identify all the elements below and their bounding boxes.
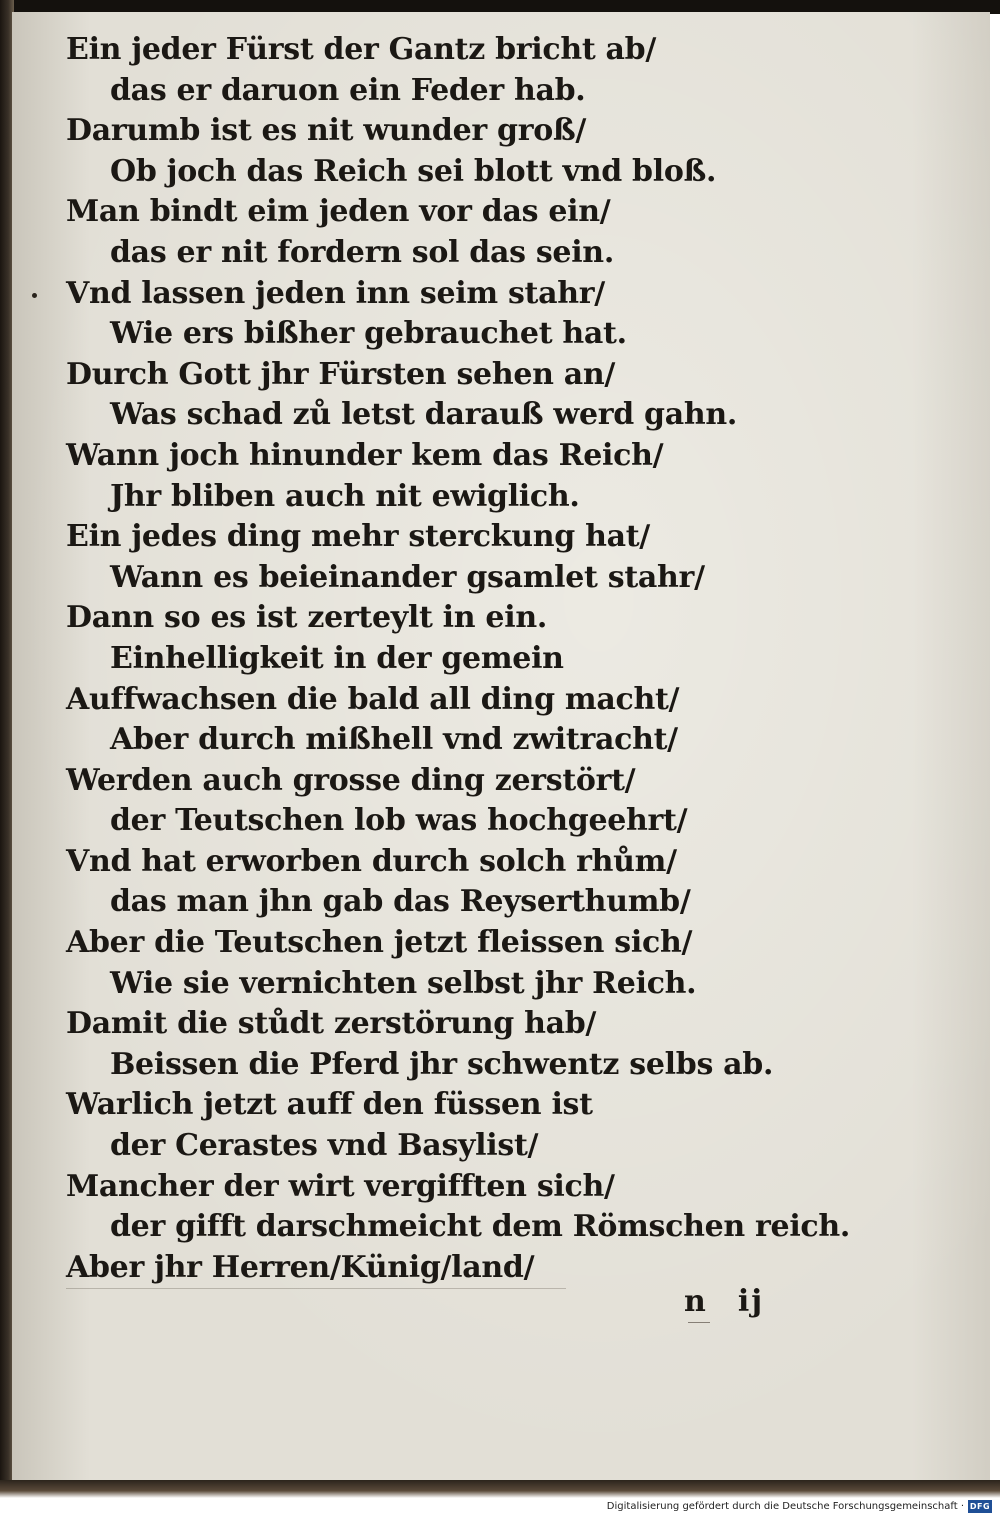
ink-speck xyxy=(32,293,37,298)
verse-text-block xyxy=(66,30,866,1289)
verse-line: Auffwachsen die bald all ding macht/ xyxy=(66,681,680,717)
verse-line: Wann joch hinunder kem das Reich/ xyxy=(66,437,664,473)
verse-line: Wie sie vernichten selbst jhr Reich. xyxy=(110,965,697,1001)
verse-line: Aber die Teutschen jetzt fleissen sich/ xyxy=(66,925,693,961)
verse-line: Dann so es ist zerteylt in ein. xyxy=(66,600,547,636)
verse-line: Ein jeder Fürst der Gantz bricht ab/ xyxy=(66,32,657,67)
signature-mark xyxy=(684,1284,764,1319)
verse-line: Vnd lassen jeden inn seim stahr/ xyxy=(66,275,605,311)
verse-line: Mancher der wirt vergifften sich/ xyxy=(66,1168,615,1204)
signature-right: ij xyxy=(737,1284,765,1319)
verse-line: der Teutschen lob was hochgeehrt/ xyxy=(110,803,688,839)
verse-line: Wie ers bißher gebrauchet hat. xyxy=(110,316,627,352)
verse-line: Wann es beieinander gsamlet stahr/ xyxy=(110,559,705,595)
dfg-logo: DFG xyxy=(969,1502,991,1511)
verse-line: das er nit fordern sol das sein. xyxy=(110,234,614,270)
signature-underline xyxy=(688,1322,710,1323)
verse-line: Aber durch mißhell vnd zwitracht/ xyxy=(110,722,678,758)
verse-line: Ein jedes ding mehr sterckung hat/ xyxy=(66,519,650,555)
verse-line: der Cerastes vnd Basylist/ xyxy=(110,1128,539,1164)
verse-line: Durch Gott jhr Fürsten sehen an/ xyxy=(66,356,616,392)
verse-line: Aber jhr Herren/Künig/land/ xyxy=(66,1248,566,1290)
verse-line: Warlich jetzt auff den füssen ist xyxy=(66,1087,593,1123)
verse-line: Jhr bliben auch nit ewiglich. xyxy=(110,478,580,514)
verse-line: Ob joch das Reich sei blott vnd bloß. xyxy=(110,153,717,189)
verse-line: der gifft darschmeicht dem Römschen reich. xyxy=(110,1209,851,1245)
digitization-credit: Digitalisierung gefördert durch die Deutsche Forschungsgemeinschaft · xyxy=(606,1501,964,1512)
verse-line: Darumb ist es nit wunder groß/ xyxy=(66,113,587,149)
verse-line: das man jhn gab das Reyserthumb/ xyxy=(110,884,691,920)
verse-line: das er daruon ein Feder hab. xyxy=(110,72,586,108)
verse-line: Einhelligkeit in der gemein xyxy=(110,640,564,676)
verse-line: Vnd hat erworben durch solch rhům/ xyxy=(66,843,677,879)
verse-line: Beissen die Pferd jhr schwentz selbs ab. xyxy=(110,1046,774,1082)
verse-line: Man bindt eim jeden vor das ein/ xyxy=(66,194,611,230)
signature-left: n xyxy=(684,1284,708,1319)
page-bottom-edge xyxy=(0,1480,1000,1498)
verse-line: Was schad zů letst darauß werd gahn. xyxy=(110,397,738,433)
verse-line: Damit die stůdt zerstörung hab/ xyxy=(66,1006,597,1042)
verse-line: Werden auch grosse ding zerstört/ xyxy=(66,762,636,798)
